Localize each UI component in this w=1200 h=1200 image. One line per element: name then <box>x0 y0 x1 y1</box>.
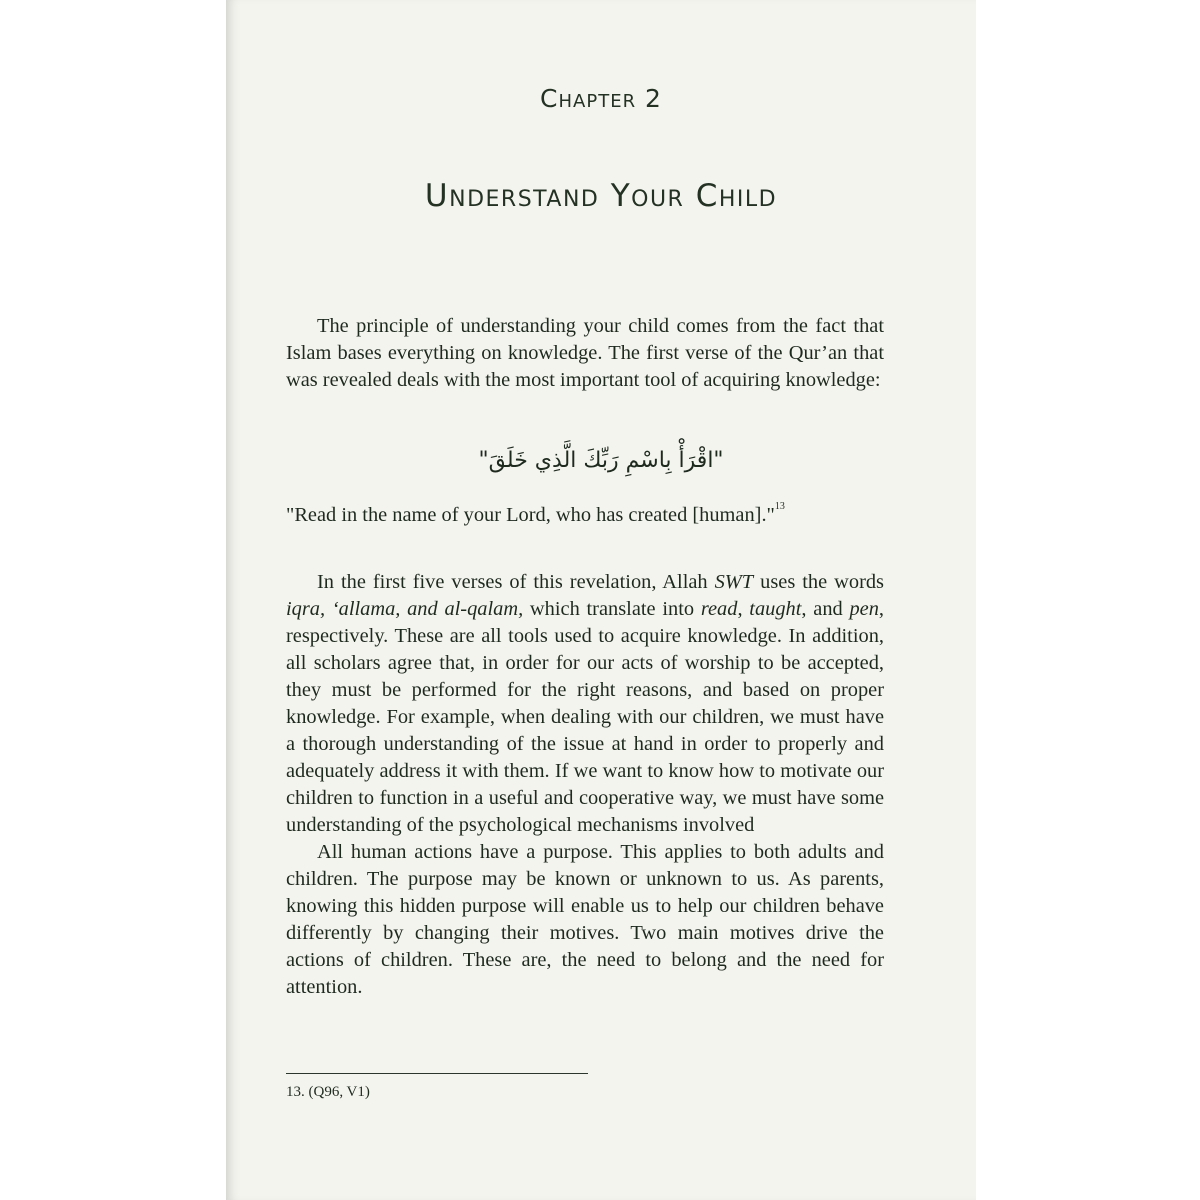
emphasis-taught: taught <box>749 598 802 620</box>
emphasis-pen: pen <box>849 598 879 620</box>
emphasis-words: iqra, ‘allama, and al-qalam, <box>286 598 524 620</box>
paragraph-intro-text: The principle of understanding your child comes from the fact that Islam bases everything on knowledge. The first verse of the Qur’an that was revealed deals with the most important tool of acquiring knowledge: <box>286 315 884 391</box>
emphasis-read: read <box>700 598 738 620</box>
footnote-divider <box>286 1073 588 1074</box>
verse-translation-text: "Read in the name of your Lord, who has created [human]." <box>286 504 775 526</box>
footnote: 13. (Q96, V1) <box>286 1084 370 1100</box>
verse-translation <box>286 502 884 529</box>
paragraph-motives: All human actions have a purpose. This applies to both adults and children. The purpose may be known or unknown to us. As parents, knowing this hidden purpose will enable us to help our children behave differently by changing their motives. Two main motives drive the actions of children. These are, the need to belong and the need for attention. <box>286 841 884 998</box>
book-page <box>226 0 976 1200</box>
chapter-label: Chapter 2 <box>540 84 662 113</box>
paragraph-intro <box>286 313 884 394</box>
paragraph-revelation: In the first five verses of this revelation, Allah SWT uses the words iqra, ‘allama, and al-qalam, which translate into read, taught, and pen, respectively. These are all tools used to acquire knowledge. In addition, all scholars agree that, in order for our acts of worship to be accepted, they must be performed for the right reasons, and based on proper knowledge. For example, when dealing with our children, we must have a thorough understanding of the issue at hand in order to properly and adequately address it with them. If we want to know how to motivate our children to function in a useful and cooperative way, we must have some understanding of the psychological mechanisms involved <box>286 571 885 836</box>
chapter-title: Understand Your Child <box>424 178 778 214</box>
arabic-verse: "اقْرَأْ بِاسْمِ رَبِّكَ الَّذِي خَلَقَ" <box>478 448 724 473</box>
paragraph-body <box>286 569 884 1001</box>
emphasis-swt: SWT <box>714 571 754 593</box>
footnote-reference: 13 <box>774 501 785 512</box>
